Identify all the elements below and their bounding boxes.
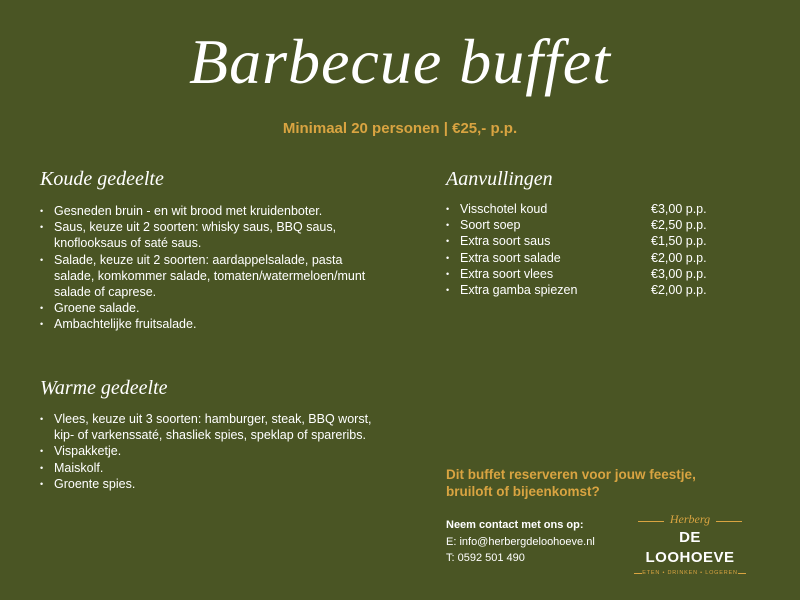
page-title: Barbecue buffet [189,26,611,97]
koude-list [40,203,385,333]
extra-name: Extra gamba spiezen [460,282,578,297]
extra-price: €2,50 p.p. [651,218,707,233]
aanvullingen-list [446,201,746,298]
list-item: • Groene salade. [40,300,385,316]
list-item: • Saus, keuze uit 2 soorten: whisky saus, BBQ saus, knoflooksaus of saté saus. [40,219,385,251]
list-item [446,250,746,266]
logo-top-text: Herberg [669,512,711,526]
list-item: • Groente spies. [40,476,385,492]
reservation-callout [446,466,746,500]
extra-name: Soort soep [460,218,521,233]
contact-heading: Neem contact met ons op: [446,519,584,531]
extra-name: Extra soort saus [460,234,551,249]
list-item [446,282,746,298]
list-item [446,201,746,217]
warme-list [40,411,385,492]
list-item [446,266,746,282]
koude-heading: Koude gedeelte [40,168,164,190]
list-item: • Maiskolf. [40,460,385,476]
contact-email[interactable]: E: info@herbergdeloohoeve.nl [446,535,595,548]
contact-block [446,517,626,567]
extra-price: €2,00 p.p. [651,250,707,265]
list-item: • Vispakketje. [40,443,385,459]
logo-divider [634,573,642,574]
extra-price: €1,50 p.p. [651,234,707,249]
list-item: • Ambachtelijke fruitsalade. [40,316,385,332]
logo-main-text: DE LOOHOEVE [645,529,735,566]
extra-price: €2,00 p.p. [651,282,707,297]
list-item: • Salade, keuze uit 2 soorten: aardappelsalade, pasta salade, komkommer salade, tomaten/watermeloen/munt salade of caprese. [40,252,385,301]
warme-heading: Warme gedeelte [40,377,168,399]
logo [634,512,746,576]
contact-phone[interactable]: T: 0592 501 490 [446,552,525,564]
reservation-callout-line: Dit buffet reserveren voor jouw feestje, [446,467,696,482]
extra-name: Extra soort salade [460,250,561,265]
logo-divider [716,521,742,522]
logo-divider [738,573,746,574]
list-item [446,233,746,249]
extra-name: Extra soort vlees [460,266,554,281]
list-item: • Vlees, keuze uit 3 soorten: hamburger, steak, BBQ worst, kip- of varkenssaté, shasliek spies, speklap of spareribs. [40,411,385,443]
logo-divider [638,521,664,522]
list-item: • Gesneden bruin - en wit brood met kruidenboter. [40,203,385,219]
reservation-callout-line: bruiloft of bijeenkomst? [446,484,600,499]
page-subtitle: Minimaal 20 personen | €25,- p.p. [282,120,518,137]
logo-sub-text: ETEN • DRINKEN • LOGEREN [642,570,738,576]
list-item [446,217,746,233]
extra-name: Visschotel koud [460,202,548,216]
extra-price: €3,00 p.p. [651,202,707,216]
aanvullingen-heading: Aanvullingen [446,168,553,190]
extra-price: €3,00 p.p. [651,266,707,281]
